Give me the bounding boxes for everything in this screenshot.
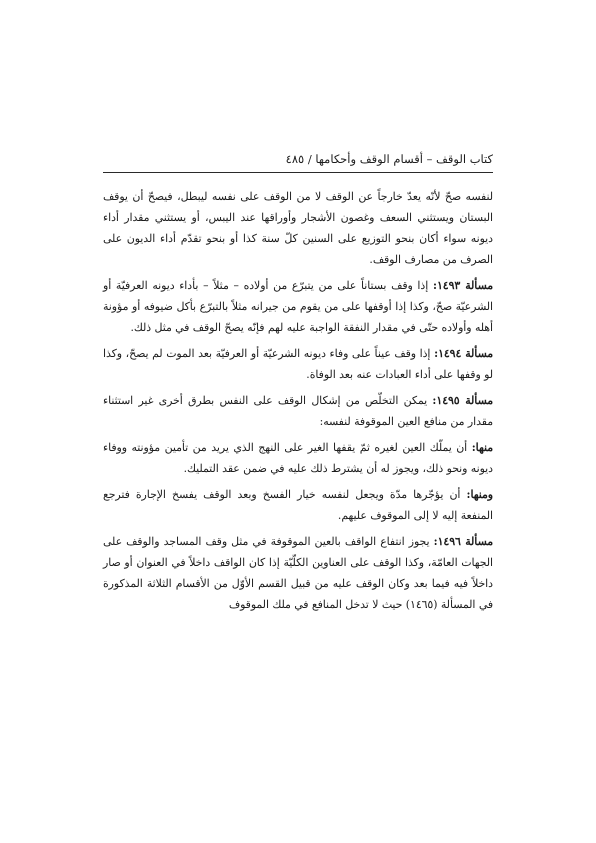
page-body <box>103 186 493 617</box>
paragraph-masala-1493 <box>103 275 493 338</box>
header-title: كتاب الوقف – أقسام الوقف وأحكامها <box>315 152 493 166</box>
paragraph-text: إذا وقف بستاناً على من يتبرّع من أولاده – مثلاً – بأداء ديونه العرفيّة أو الشرعيّة صحّ، وكذا إذا أوقفها على من يقوم من جيرانه مثلاً بالتبرّع بأكل ضيوفه أو مؤونة أهله وأولاده حتّى في مقدار النفقة الواجبة عليه لهم فإنّه يصحّ الوقف في مثل ذلك. <box>103 279 493 334</box>
paragraph-continuation <box>103 186 493 270</box>
paragraph-text: لنفسه صحّ لأنّه يعدّ خارجاً عن الوقف لا من الوقف على نفسه ليبطل، فيصحّ أن يوقف البستان ويستثني السعف وغصون الأشجار وأوراقها عند اليبس، أو يستثني مقدار أداء ديونه سواء أكان بنحو التوزيع على السنين كلّ سنة كذا أو بنحو تقدّم أداء الديون على الصرف من مصارف الوقف. <box>103 190 493 266</box>
masala-label: مسألة ١٤٩٦: <box>433 535 493 548</box>
paragraph-masala-1494 <box>103 343 493 385</box>
running-header <box>103 148 493 170</box>
masala-label: مسألة ١٤٩٥: <box>432 394 493 407</box>
paragraph-text: إذا وقف عيناً على وفاء ديونه الشرعيّة أو العرفيّة بعد الموت لم يصحّ، وكذا لو وقفها على أداء العبادات عنه بعد الوفاة. <box>103 347 493 381</box>
page-number: ٤٨٥ <box>285 152 305 166</box>
header-separator: / <box>307 152 312 166</box>
paragraph-text: يجوز انتفاع الواقف بالعين الموقوفة في مثل وقف المساجد والوقف على الجهات العامّة، وكذا الوقف على العناوين الكلّيّة إذا كان الواقف داخلاً في العنوان أو صار داخلاً فيه فيما بعد وكان الوقف عليه من قبيل القسم الأوّل من الأقسام الثلاثة المذكورة في المسألة (١٤٦٥) حيث لا تدخل المنافع في ملك الموقوف <box>103 535 493 611</box>
paragraph-masala-1496 <box>103 531 493 615</box>
lead-word: ومنها: <box>466 488 493 501</box>
paragraph-text: أن يملّك العين لغيره ثمّ يقفها الغير على النهج الذي يريد من تأمين مؤونته ووفاء ديونه ونحو ذلك، ويجوز له أن يشترط ذلك عليه في ضمن عقد التمليك. <box>103 441 493 475</box>
masala-label: مسألة ١٤٩٣: <box>432 279 494 292</box>
paragraph-method-2 <box>103 484 493 526</box>
paragraph-method-1 <box>103 437 493 479</box>
paragraph-text: يمكن التخلّص من إشكال الوقف على النفس بطرق أخرى غير استثناء مقدار من منافع العين الموقوفة لنفسه: <box>103 394 493 428</box>
masala-label: مسألة ١٤٩٤: <box>434 347 494 360</box>
header-rule <box>103 172 493 173</box>
paragraph-masala-1495 <box>103 390 493 432</box>
paragraph-text: أن يؤجّرها مدّة ويجعل لنفسه خيار الفسخ وبعد الوقف يفسخ الإجارة فترجع المنفعة إليه لا إلى الموقوف عليهم. <box>103 488 493 522</box>
lead-word: منها: <box>471 441 493 454</box>
